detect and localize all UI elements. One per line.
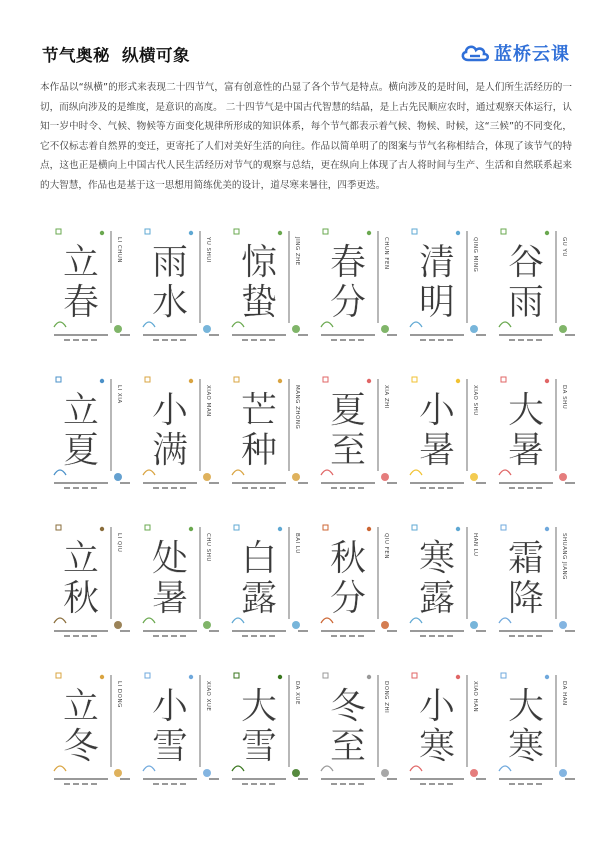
term-pinyin: MANG ZHONG bbox=[294, 385, 300, 430]
solar-term-card bbox=[317, 667, 401, 797]
solar-term-card bbox=[495, 519, 579, 649]
term-character: 寒 bbox=[418, 726, 455, 767]
solar-term-card bbox=[139, 371, 223, 501]
term-pinyin: BAI LU bbox=[294, 533, 300, 554]
solar-term-name bbox=[317, 519, 379, 639]
term-character: 春 bbox=[62, 282, 99, 323]
solar-term-card bbox=[406, 371, 490, 501]
term-character: 冬 bbox=[62, 726, 99, 767]
solar-term-name bbox=[406, 519, 468, 639]
page-title bbox=[42, 42, 190, 66]
term-character: 蛰 bbox=[240, 282, 277, 323]
solar-term-name bbox=[495, 371, 557, 491]
term-character: 露 bbox=[240, 578, 277, 619]
solar-term-card bbox=[317, 223, 401, 353]
term-pinyin: DONG ZHI bbox=[383, 681, 389, 714]
solar-term-name bbox=[406, 371, 468, 491]
solar-term-card bbox=[317, 371, 401, 501]
term-character: 分 bbox=[329, 282, 366, 323]
term-pinyin: XIAO XUE bbox=[205, 681, 211, 712]
term-pinyin: XIAO MAN bbox=[205, 385, 211, 417]
cloud-logo-icon bbox=[460, 42, 490, 64]
term-pinyin: XIAO HAN bbox=[472, 681, 478, 713]
solar-term-card bbox=[50, 667, 134, 797]
term-character: 水 bbox=[151, 282, 188, 323]
solar-term-card bbox=[139, 667, 223, 797]
solar-term-card bbox=[495, 223, 579, 353]
term-character: 寒 bbox=[507, 726, 544, 767]
term-pinyin: HAN LU bbox=[472, 533, 478, 557]
term-character: 立 bbox=[62, 242, 99, 283]
term-pinyin: YU SHUI bbox=[205, 237, 211, 263]
solar-term-name bbox=[495, 223, 557, 343]
solar-term-name bbox=[317, 667, 379, 787]
solar-term-name bbox=[495, 519, 557, 639]
term-character: 处 bbox=[151, 538, 188, 579]
solar-term-card bbox=[228, 223, 312, 353]
term-character: 立 bbox=[62, 538, 99, 579]
term-character: 明 bbox=[418, 282, 455, 323]
solar-term-name bbox=[228, 667, 290, 787]
page-header bbox=[40, 34, 572, 74]
term-character: 白 bbox=[240, 538, 277, 579]
term-character: 小 bbox=[418, 390, 455, 431]
solar-term-name bbox=[139, 223, 201, 343]
term-character: 暑 bbox=[507, 430, 544, 471]
title-part-2: 纵横可象 bbox=[122, 46, 190, 65]
brand-logo bbox=[460, 38, 570, 68]
term-pinyin: JING ZHE bbox=[294, 237, 300, 266]
term-character: 小 bbox=[418, 686, 455, 727]
term-character: 雨 bbox=[507, 282, 544, 323]
solar-term-name bbox=[139, 519, 201, 639]
term-character: 雪 bbox=[240, 726, 277, 767]
term-pinyin: SHUANG JIANG bbox=[561, 533, 567, 580]
term-character: 小 bbox=[151, 390, 188, 431]
term-character: 露 bbox=[418, 578, 455, 619]
solar-term-name bbox=[228, 519, 290, 639]
term-character: 至 bbox=[329, 430, 366, 471]
term-character: 惊 bbox=[240, 242, 277, 283]
solar-term-card bbox=[50, 223, 134, 353]
term-pinyin: LI QIU bbox=[116, 533, 122, 553]
term-character: 大 bbox=[507, 686, 544, 727]
term-pinyin: QIU FEN bbox=[383, 533, 389, 559]
term-pinyin: XIA ZHI bbox=[383, 385, 389, 409]
solar-term-name bbox=[139, 371, 201, 491]
term-character: 大 bbox=[507, 390, 544, 431]
solar-term-name bbox=[406, 223, 468, 343]
solar-term-card bbox=[406, 667, 490, 797]
term-character: 分 bbox=[329, 578, 366, 619]
solar-term-name bbox=[495, 667, 557, 787]
term-character: 夏 bbox=[62, 430, 99, 471]
term-character: 小 bbox=[151, 686, 188, 727]
solar-terms-grid bbox=[40, 215, 572, 835]
solar-term-card bbox=[406, 519, 490, 649]
term-character: 冬 bbox=[329, 686, 366, 727]
term-character: 立 bbox=[62, 390, 99, 431]
term-pinyin: XIAO SHU bbox=[472, 385, 478, 416]
solar-term-name bbox=[228, 223, 290, 343]
term-character: 至 bbox=[329, 726, 366, 767]
term-character: 暑 bbox=[418, 430, 455, 471]
term-character: 霜 bbox=[507, 538, 544, 579]
term-character: 春 bbox=[329, 242, 366, 283]
term-character: 寒 bbox=[418, 538, 455, 579]
term-character: 降 bbox=[507, 578, 544, 619]
solar-term-card bbox=[317, 519, 401, 649]
term-character: 谷 bbox=[507, 242, 544, 283]
term-character: 满 bbox=[151, 430, 188, 471]
term-character: 秋 bbox=[329, 538, 366, 579]
solar-term-name bbox=[406, 667, 468, 787]
term-pinyin: DA XUE bbox=[294, 681, 300, 705]
solar-term-name bbox=[50, 667, 112, 787]
term-character: 清 bbox=[418, 242, 455, 283]
term-pinyin: CHU SHU bbox=[205, 533, 211, 562]
solar-term-card bbox=[50, 519, 134, 649]
term-character: 大 bbox=[240, 686, 277, 727]
solar-term-name bbox=[50, 519, 112, 639]
solar-term-card bbox=[50, 371, 134, 501]
logo-text: 蓝桥云课 bbox=[494, 44, 570, 65]
solar-term-name bbox=[317, 223, 379, 343]
term-character: 秋 bbox=[62, 578, 99, 619]
term-character: 夏 bbox=[329, 390, 366, 431]
solar-term-card bbox=[228, 371, 312, 501]
solar-term-name bbox=[50, 223, 112, 343]
term-pinyin: LI XIA bbox=[116, 385, 122, 404]
term-character: 雪 bbox=[151, 726, 188, 767]
solar-term-name bbox=[139, 667, 201, 787]
term-character: 种 bbox=[240, 430, 277, 471]
solar-term-card bbox=[139, 519, 223, 649]
term-character: 立 bbox=[62, 686, 99, 727]
solar-term-name bbox=[317, 371, 379, 491]
term-character: 雨 bbox=[151, 242, 188, 283]
term-pinyin: GU YU bbox=[561, 237, 567, 257]
term-character: 暑 bbox=[151, 578, 188, 619]
term-pinyin: LI DONG bbox=[116, 681, 122, 708]
solar-term-card bbox=[139, 223, 223, 353]
term-pinyin: LI CHUN bbox=[116, 237, 122, 264]
title-part-1: 节气奥秘 bbox=[42, 46, 110, 65]
term-pinyin: QING MING bbox=[472, 237, 478, 273]
solar-term-card bbox=[495, 667, 579, 797]
solar-term-card bbox=[406, 223, 490, 353]
solar-term-name bbox=[50, 371, 112, 491]
term-character: 芒 bbox=[240, 390, 277, 431]
solar-term-card bbox=[228, 667, 312, 797]
solar-term-name bbox=[228, 371, 290, 491]
solar-term-card bbox=[495, 371, 579, 501]
term-pinyin: DA SHU bbox=[561, 385, 567, 410]
term-pinyin: DA HAN bbox=[561, 681, 567, 706]
term-pinyin: CHUN FEN bbox=[383, 237, 389, 270]
solar-term-card bbox=[228, 519, 312, 649]
intro-paragraph: 本作品以“纵横”的形式来表现二十四节气，富有创意性的凸显了各个节气是特点。横向涉及的是时间，是人们所生活经历的一切，而纵向涉及的是维度，是意识的高度。 二十四节气是中国古代智慧的结晶，是上古先民顺应农时，通过观察天体运行，认知一岁中时令、气候、物候等方面变化规律所形成的知识体系，每个节气都表示着气候、物候、时候，这“三候”的不同变化，它不仅标志着自然界的变迁，更寄托了人们对美好生活的向往。作品以简单明了的图案与节气名称相结合，体现了该节气的特点，这也正是横向上中国古代人民生活经历对节气的观察与总结，更在纵向上体现了古人将时间与生产、生活和自然联系起来的大智慧，作品也是基于这一思想用简练优美的设计，道尽寒来暑往，四季更迭。 bbox=[40, 82, 572, 191]
